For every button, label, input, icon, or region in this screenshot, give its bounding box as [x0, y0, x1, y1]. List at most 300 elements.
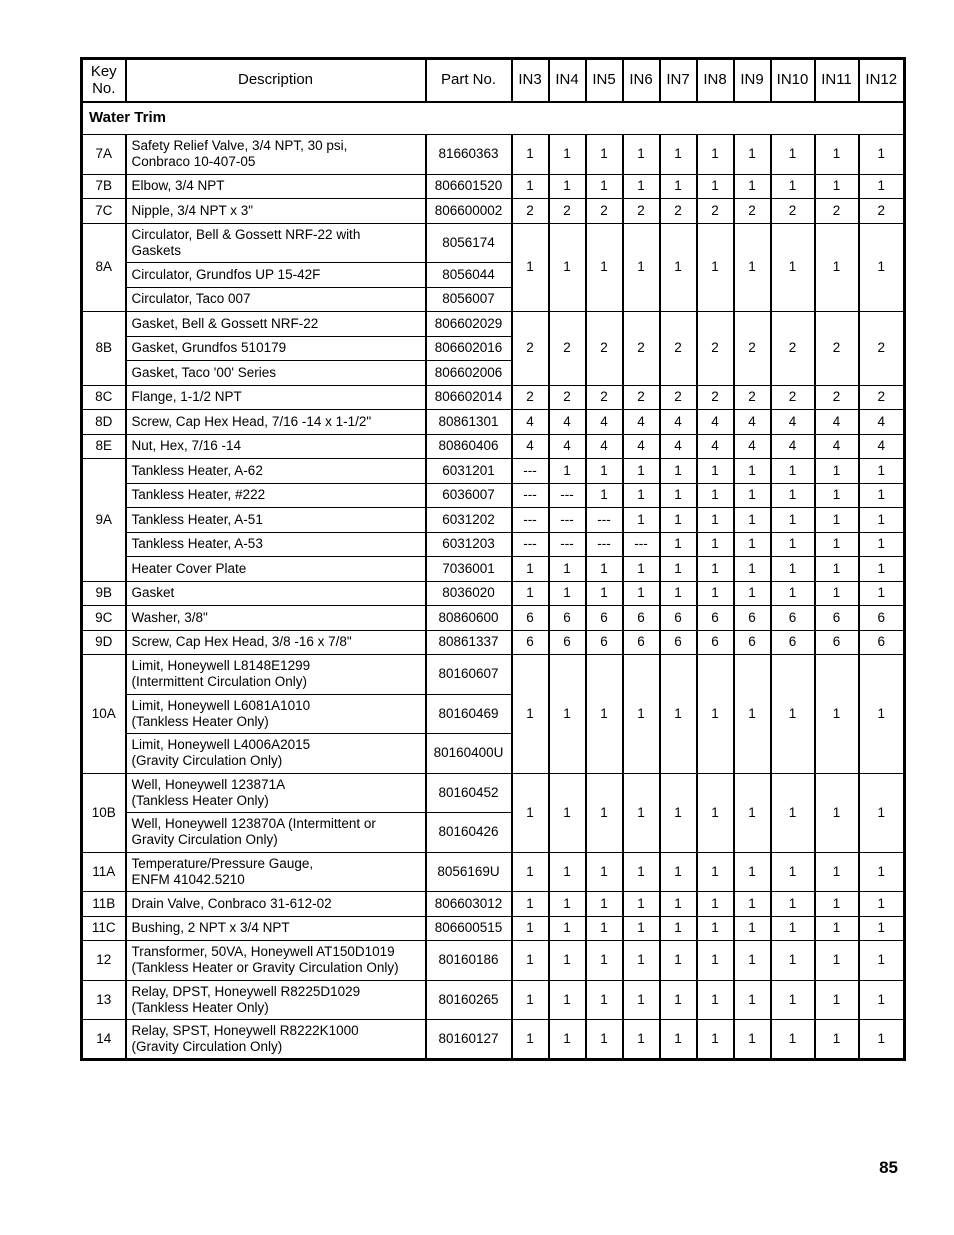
quantity-cell: 1 [697, 223, 734, 312]
part-description: Temperature/Pressure Gauge, ENFM 41042.5210 [126, 852, 426, 892]
quantity-cell: 1 [815, 135, 859, 175]
quantity-cell: 6 [771, 606, 815, 631]
part-number: 806602014 [426, 385, 512, 410]
key-number: 9D [82, 630, 126, 655]
quantity-cell: 4 [660, 410, 697, 435]
quantity-cell: 1 [697, 941, 734, 981]
quantity-cell: 6 [660, 606, 697, 631]
quantity-cell: 4 [586, 434, 623, 459]
quantity-cell: 1 [734, 557, 771, 582]
part-number: 6036007 [426, 483, 512, 508]
quantity-cell: --- [512, 508, 549, 533]
quantity-cell: 1 [859, 581, 905, 606]
part-number: 8056007 [426, 287, 512, 312]
quantity-cell: 1 [771, 483, 815, 508]
quantity-cell: 1 [734, 773, 771, 852]
quantity-cell: 4 [859, 434, 905, 459]
quantity-cell: 1 [549, 892, 586, 917]
quantity-cell: 1 [697, 916, 734, 941]
quantity-cell: 4 [697, 410, 734, 435]
quantity-cell: 4 [697, 434, 734, 459]
quantity-cell: 1 [549, 916, 586, 941]
model-header: IN5 [586, 59, 623, 102]
quantity-cell: 6 [512, 606, 549, 631]
quantity-cell: 1 [660, 581, 697, 606]
quantity-cell: 1 [623, 581, 660, 606]
quantity-cell: 4 [859, 410, 905, 435]
part-number: 6031201 [426, 459, 512, 484]
quantity-cell: 1 [815, 223, 859, 312]
quantity-cell: 6 [815, 606, 859, 631]
quantity-cell: 2 [859, 199, 905, 224]
key-number: 9B [82, 581, 126, 606]
quantity-cell: 1 [859, 892, 905, 917]
quantity-cell: 1 [815, 581, 859, 606]
quantity-cell: 1 [512, 941, 549, 981]
table-row [82, 852, 905, 892]
quantity-cell: 1 [771, 557, 815, 582]
part-description: Washer, 3/8" [126, 606, 426, 631]
key-number: 7B [82, 174, 126, 199]
quantity-cell: 2 [771, 385, 815, 410]
table-row [82, 532, 905, 557]
quantity-cell: 1 [660, 852, 697, 892]
part-description: Well, Honeywell 123870A (Intermittent or Gravity Circulation Only) [126, 813, 426, 853]
quantity-cell: 1 [859, 1020, 905, 1060]
quantity-cell: 1 [623, 852, 660, 892]
quantity-cell: 1 [734, 532, 771, 557]
table-row [82, 312, 905, 337]
quantity-cell: 6 [549, 606, 586, 631]
quantity-cell: 1 [815, 916, 859, 941]
quantity-cell: 1 [771, 980, 815, 1020]
quantity-cell: 2 [512, 199, 549, 224]
quantity-cell: 6 [623, 630, 660, 655]
quantity-cell: 1 [734, 852, 771, 892]
header-row [82, 59, 905, 102]
quantity-cell: 4 [815, 434, 859, 459]
part-description: Tankless Heater, A-53 [126, 532, 426, 557]
part-description: Relay, DPST, Honeywell R8225D1029 (Tankless Heater Only) [126, 980, 426, 1020]
quantity-cell: 1 [586, 1020, 623, 1060]
quantity-cell: 1 [771, 916, 815, 941]
quantity-cell: 6 [549, 630, 586, 655]
quantity-cell: 1 [859, 483, 905, 508]
part-no-header: Part No. [426, 59, 512, 102]
quantity-cell: 4 [660, 434, 697, 459]
quantity-cell: 1 [859, 557, 905, 582]
quantity-cell: 2 [586, 199, 623, 224]
part-description: Tankless Heater, A-51 [126, 508, 426, 533]
quantity-cell: 1 [586, 459, 623, 484]
quantity-cell: 1 [586, 773, 623, 852]
table-row [82, 434, 905, 459]
quantity-cell: 2 [734, 312, 771, 386]
key-number: 9C [82, 606, 126, 631]
part-description: Transformer, 50VA, Honeywell AT150D1019 (Tankless Heater or Gravity Circulation Only) [126, 941, 426, 981]
key-number: 10B [82, 773, 126, 852]
quantity-cell: 1 [734, 941, 771, 981]
quantity-cell: 1 [815, 459, 859, 484]
quantity-cell: 1 [512, 135, 549, 175]
quantity-cell: 1 [771, 223, 815, 312]
quantity-cell: 6 [660, 630, 697, 655]
quantity-cell: 4 [771, 434, 815, 459]
quantity-cell: 1 [734, 980, 771, 1020]
quantity-cell: 2 [859, 312, 905, 386]
quantity-cell: 1 [815, 557, 859, 582]
quantity-cell: 1 [697, 581, 734, 606]
quantity-cell: --- [549, 483, 586, 508]
quantity-cell: 1 [859, 174, 905, 199]
key-number: 9A [82, 459, 126, 582]
quantity-cell: 6 [859, 606, 905, 631]
part-number: 80160452 [426, 773, 512, 813]
quantity-cell: 1 [771, 532, 815, 557]
quantity-cell: 6 [815, 630, 859, 655]
part-description: Elbow, 3/4 NPT [126, 174, 426, 199]
quantity-cell: 1 [586, 223, 623, 312]
key-number: 11C [82, 916, 126, 941]
quantity-cell: 6 [771, 630, 815, 655]
quantity-cell: 1 [771, 581, 815, 606]
quantity-cell: 1 [512, 1020, 549, 1060]
quantity-cell: 2 [623, 385, 660, 410]
quantity-cell: 1 [660, 174, 697, 199]
part-number: 7036001 [426, 557, 512, 582]
quantity-cell: 1 [623, 508, 660, 533]
quantity-cell: --- [549, 532, 586, 557]
parts-table [80, 57, 906, 1061]
quantity-cell: 1 [771, 892, 815, 917]
part-description: Heater Cover Plate [126, 557, 426, 582]
model-header: IN3 [512, 59, 549, 102]
quantity-cell: 1 [549, 1020, 586, 1060]
quantity-cell: 2 [815, 385, 859, 410]
part-number: 80861301 [426, 410, 512, 435]
quantity-cell: 2 [586, 312, 623, 386]
quantity-cell: 1 [771, 852, 815, 892]
part-number: 80160127 [426, 1020, 512, 1060]
quantity-cell: 2 [815, 199, 859, 224]
part-description: Bushing, 2 NPT x 3/4 NPT [126, 916, 426, 941]
quantity-cell: 2 [660, 385, 697, 410]
quantity-cell: 1 [734, 655, 771, 774]
part-description: Nipple, 3/4 NPT x 3" [126, 199, 426, 224]
key-number: 8E [82, 434, 126, 459]
table-row [82, 980, 905, 1020]
quantity-cell: 1 [623, 557, 660, 582]
quantity-cell: 1 [623, 459, 660, 484]
quantity-cell: 1 [771, 1020, 815, 1060]
quantity-cell: 1 [859, 773, 905, 852]
quantity-cell: 1 [623, 773, 660, 852]
part-number: 80160426 [426, 813, 512, 853]
quantity-cell: 1 [697, 1020, 734, 1060]
quantity-cell: 2 [660, 199, 697, 224]
quantity-cell: 4 [734, 410, 771, 435]
key-number: 8B [82, 312, 126, 386]
quantity-cell: 1 [512, 892, 549, 917]
quantity-cell: 1 [697, 892, 734, 917]
quantity-cell: 4 [771, 410, 815, 435]
quantity-cell: 1 [512, 581, 549, 606]
quantity-cell: 1 [549, 655, 586, 774]
table-row [82, 941, 905, 981]
quantity-cell: 2 [697, 199, 734, 224]
quantity-cell: 1 [660, 483, 697, 508]
quantity-cell: 1 [697, 557, 734, 582]
quantity-cell: 1 [697, 655, 734, 774]
quantity-cell: 1 [815, 508, 859, 533]
quantity-cell: 1 [734, 174, 771, 199]
table-row [82, 483, 905, 508]
quantity-cell: 1 [586, 483, 623, 508]
part-description: Gasket, Taco '00' Series [126, 361, 426, 386]
quantity-cell: --- [586, 532, 623, 557]
key-number: 8A [82, 223, 126, 312]
quantity-cell: 1 [586, 852, 623, 892]
part-description: Well, Honeywell 123871A (Tankless Heater Only) [126, 773, 426, 813]
part-number: 806602006 [426, 361, 512, 386]
quantity-cell: 1 [859, 852, 905, 892]
part-number: 806600002 [426, 199, 512, 224]
quantity-cell: 1 [549, 557, 586, 582]
table-row [82, 606, 905, 631]
quantity-cell: 6 [586, 630, 623, 655]
part-description: Tankless Heater, A-62 [126, 459, 426, 484]
part-number: 6031202 [426, 508, 512, 533]
quantity-cell: 1 [734, 483, 771, 508]
quantity-cell: 1 [859, 459, 905, 484]
quantity-cell: 1 [660, 135, 697, 175]
quantity-cell: 6 [623, 606, 660, 631]
part-description: Limit, Honeywell L8148E1299 (Intermittent Circulation Only) [126, 655, 426, 695]
quantity-cell: 1 [586, 581, 623, 606]
quantity-cell: 4 [623, 434, 660, 459]
model-header: IN10 [771, 59, 815, 102]
quantity-cell: 1 [697, 483, 734, 508]
quantity-cell: 1 [660, 1020, 697, 1060]
quantity-cell: 1 [586, 557, 623, 582]
quantity-cell: 2 [771, 312, 815, 386]
quantity-cell: 6 [512, 630, 549, 655]
quantity-cell: --- [512, 483, 549, 508]
part-number: 80160400U [426, 734, 512, 774]
key-number: 14 [82, 1020, 126, 1060]
quantity-cell: 1 [623, 135, 660, 175]
quantity-cell: 1 [512, 174, 549, 199]
quantity-cell: 1 [623, 174, 660, 199]
quantity-cell: 1 [771, 459, 815, 484]
key-number: 8D [82, 410, 126, 435]
model-header: IN4 [549, 59, 586, 102]
quantity-cell: 6 [697, 606, 734, 631]
quantity-cell: 1 [734, 459, 771, 484]
part-number: 806600515 [426, 916, 512, 941]
quantity-cell: 1 [623, 980, 660, 1020]
model-header: IN9 [734, 59, 771, 102]
quantity-cell: 1 [549, 773, 586, 852]
key-number: 13 [82, 980, 126, 1020]
table-row [82, 135, 905, 175]
quantity-cell: 1 [815, 1020, 859, 1060]
quantity-cell: 1 [859, 980, 905, 1020]
part-description: Gasket, Bell & Gossett NRF-22 [126, 312, 426, 337]
quantity-cell: 1 [697, 773, 734, 852]
part-number: 806602016 [426, 336, 512, 361]
quantity-cell: 6 [859, 630, 905, 655]
part-description: Gasket [126, 581, 426, 606]
quantity-cell: 1 [859, 655, 905, 774]
part-description: Circulator, Grundfos UP 15-42F [126, 263, 426, 288]
quantity-cell: 2 [815, 312, 859, 386]
quantity-cell: 1 [771, 135, 815, 175]
quantity-cell: 2 [734, 385, 771, 410]
quantity-cell: 6 [734, 630, 771, 655]
model-header: IN12 [859, 59, 905, 102]
page-number: 85 [879, 1158, 898, 1177]
part-description: Circulator, Bell & Gossett NRF-22 with Gaskets [126, 223, 426, 263]
quantity-cell: 1 [512, 655, 549, 774]
table-row [82, 385, 905, 410]
quantity-cell: 1 [660, 655, 697, 774]
table-row [82, 508, 905, 533]
key-number: 11B [82, 892, 126, 917]
quantity-cell: 1 [586, 941, 623, 981]
part-number: 8036020 [426, 581, 512, 606]
quantity-cell: 1 [660, 980, 697, 1020]
quantity-cell: 1 [623, 916, 660, 941]
quantity-cell: 1 [586, 892, 623, 917]
table-row [82, 174, 905, 199]
part-number: 80860600 [426, 606, 512, 631]
quantity-cell: 1 [660, 459, 697, 484]
key-number: 8C [82, 385, 126, 410]
quantity-cell: 1 [697, 508, 734, 533]
part-number: 80160469 [426, 694, 512, 734]
quantity-cell: 2 [512, 312, 549, 386]
quantity-cell: 1 [586, 980, 623, 1020]
quantity-cell: 1 [660, 557, 697, 582]
quantity-cell: 1 [623, 892, 660, 917]
part-number: 80861337 [426, 630, 512, 655]
table-row [82, 459, 905, 484]
part-description: Limit, Honeywell L4006A2015 (Gravity Circulation Only) [126, 734, 426, 774]
quantity-cell: 1 [815, 980, 859, 1020]
table-body [82, 102, 905, 1060]
quantity-cell: 1 [512, 852, 549, 892]
part-description: Nut, Hex, 7/16 -14 [126, 434, 426, 459]
quantity-cell: 1 [815, 892, 859, 917]
part-number: 80160265 [426, 980, 512, 1020]
quantity-cell: 1 [734, 223, 771, 312]
quantity-cell: 1 [815, 773, 859, 852]
part-description: Relay, SPST, Honeywell R8222K1000 (Gravity Circulation Only) [126, 1020, 426, 1060]
table-row [82, 557, 905, 582]
part-description: Screw, Cap Hex Head, 3/8 -16 x 7/8" [126, 630, 426, 655]
quantity-cell: 1 [623, 655, 660, 774]
part-number: 6031203 [426, 532, 512, 557]
quantity-cell: 1 [586, 655, 623, 774]
quantity-cell: 1 [586, 916, 623, 941]
table-row [82, 773, 905, 813]
quantity-cell: 1 [549, 852, 586, 892]
quantity-cell: 1 [771, 773, 815, 852]
quantity-cell: 2 [660, 312, 697, 386]
quantity-cell: 1 [697, 532, 734, 557]
quantity-cell: 1 [549, 223, 586, 312]
quantity-cell: 1 [697, 135, 734, 175]
quantity-cell: 1 [623, 1020, 660, 1060]
quantity-cell: 1 [660, 773, 697, 852]
quantity-cell: 1 [549, 581, 586, 606]
quantity-cell: 1 [734, 135, 771, 175]
quantity-cell: 1 [549, 459, 586, 484]
quantity-cell: 2 [586, 385, 623, 410]
quantity-cell: 1 [660, 892, 697, 917]
key-number: 7C [82, 199, 126, 224]
quantity-cell: 2 [623, 312, 660, 386]
key-number: 10A [82, 655, 126, 774]
table-row [82, 892, 905, 917]
quantity-cell: 2 [549, 385, 586, 410]
quantity-cell: 1 [697, 852, 734, 892]
quantity-cell: --- [549, 508, 586, 533]
table-row [82, 223, 905, 263]
quantity-cell: 2 [697, 312, 734, 386]
quantity-cell: 1 [697, 174, 734, 199]
part-description: Limit, Honeywell L6081A1010 (Tankless Heater Only) [126, 694, 426, 734]
quantity-cell: 1 [815, 483, 859, 508]
section-row [82, 102, 905, 135]
quantity-cell: 1 [859, 223, 905, 312]
quantity-cell: 1 [512, 916, 549, 941]
quantity-cell: 4 [623, 410, 660, 435]
part-number: 8056169U [426, 852, 512, 892]
part-number: 806601520 [426, 174, 512, 199]
part-description: Tankless Heater, #222 [126, 483, 426, 508]
part-number: 8056174 [426, 223, 512, 263]
quantity-cell: 1 [771, 655, 815, 774]
part-description: Drain Valve, Conbraco 31-612-02 [126, 892, 426, 917]
quantity-cell: 1 [771, 941, 815, 981]
quantity-cell: 1 [815, 852, 859, 892]
part-number: 80160607 [426, 655, 512, 695]
quantity-cell: 1 [586, 135, 623, 175]
quantity-cell: 1 [623, 483, 660, 508]
quantity-cell: 1 [660, 941, 697, 981]
quantity-cell: 1 [815, 174, 859, 199]
part-number: 806602029 [426, 312, 512, 337]
quantity-cell: 2 [549, 199, 586, 224]
quantity-cell: 1 [815, 532, 859, 557]
quantity-cell: 2 [859, 385, 905, 410]
part-number: 8056044 [426, 263, 512, 288]
quantity-cell: 4 [549, 434, 586, 459]
quantity-cell: 1 [549, 941, 586, 981]
part-description: Gasket, Grundfos 510179 [126, 336, 426, 361]
quantity-cell: 1 [734, 1020, 771, 1060]
quantity-cell: 1 [859, 508, 905, 533]
quantity-cell: 1 [734, 892, 771, 917]
table-row [82, 630, 905, 655]
quantity-cell: 1 [660, 223, 697, 312]
quantity-cell: 1 [512, 557, 549, 582]
quantity-cell: 6 [586, 606, 623, 631]
quantity-cell: --- [512, 459, 549, 484]
key-number: 12 [82, 941, 126, 981]
